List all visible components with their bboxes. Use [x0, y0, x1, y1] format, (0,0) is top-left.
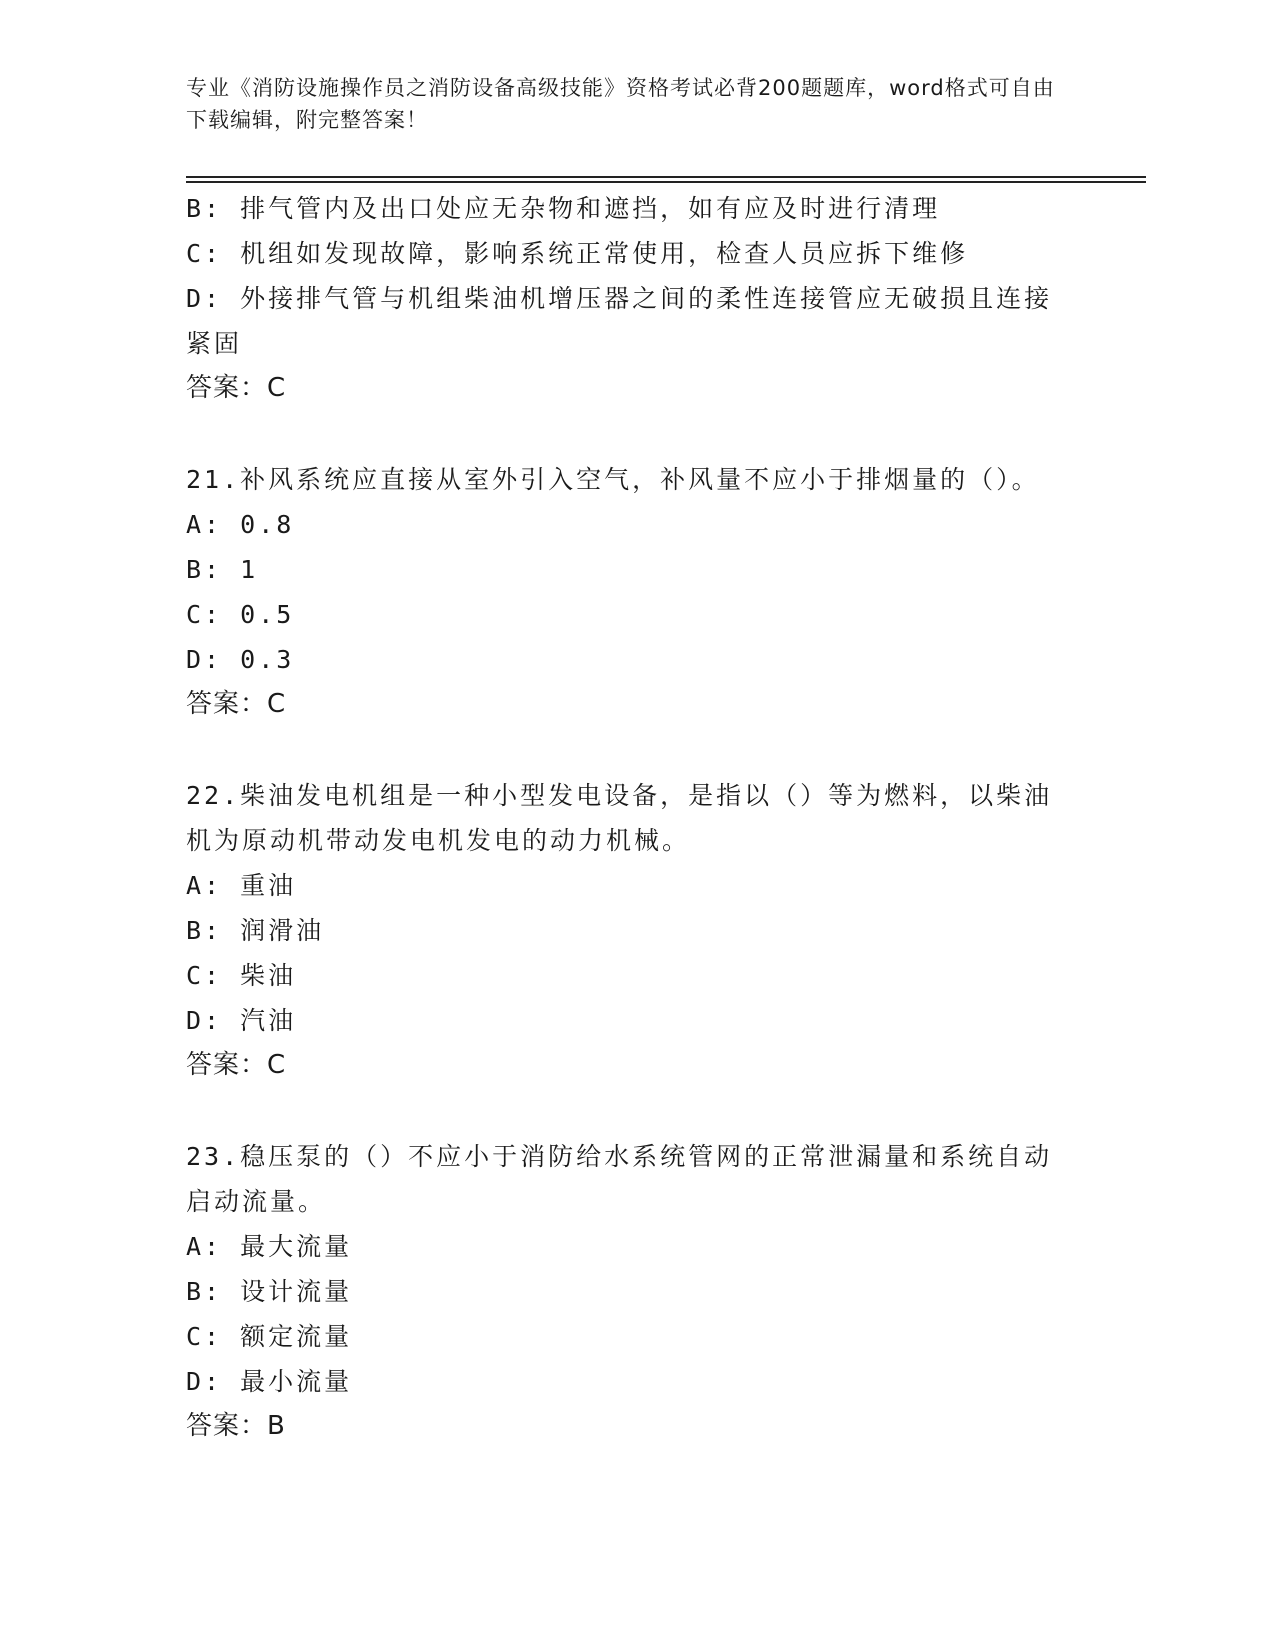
question-text-continued: 启动流量。	[186, 1187, 327, 1216]
question-text: 23.稳压泵的（）不应小于消防给水系统管网的正常泄漏量和系统自动	[186, 1142, 1053, 1171]
answer: 答案：C	[186, 1050, 287, 1080]
question-21-block	[186, 457, 1086, 727]
option-d: D: 汽油	[186, 1006, 297, 1035]
question-23-block	[186, 1134, 1086, 1449]
document-header: 专业《消防设施操作员之消防设备高级技能》资格考试必背200题题库，word格式可自由下载编辑，附完整答案！	[186, 76, 1055, 132]
option-b: B: 设计流量	[186, 1277, 353, 1306]
option-c: C: 柴油	[186, 961, 297, 990]
option-c: C: 机组如发现故障，影响系统正常使用，检查人员应拆下维修	[186, 239, 969, 268]
header-divider-bottom	[186, 181, 1146, 183]
option-b: B: 排气管内及出口处应无杂物和遮挡，如有应及时进行清理	[186, 194, 941, 223]
option-a: A: 0.8	[186, 510, 295, 539]
question-text-continued: 机为原动机带动发电机发电的动力机械。	[186, 826, 691, 855]
question-22-block	[186, 773, 1086, 1088]
option-d: D: 0.3	[186, 645, 295, 674]
question-content	[186, 186, 1086, 1449]
option-c: C: 额定流量	[186, 1322, 353, 1351]
option-c: C: 0.5	[186, 600, 295, 629]
option-d: D: 最小流量	[186, 1367, 353, 1396]
option-a: A: 最大流量	[186, 1232, 353, 1261]
option-a: A: 重油	[186, 871, 297, 900]
answer: 答案：C	[186, 689, 287, 719]
prev-question-block	[186, 186, 1086, 411]
option-b: B: 1	[186, 555, 259, 584]
answer: 答案：C	[186, 373, 287, 403]
option-b: B: 润滑油	[186, 916, 325, 945]
question-text: 22.柴油发电机组是一种小型发电设备，是指以（）等为燃料，以柴油	[186, 781, 1053, 810]
option-d: D: 外接排气管与机组柴油机增压器之间的柔性连接管应无破损且连接	[186, 284, 1053, 313]
question-text: 21.补风系统应直接从室外引入空气，补风量不应小于排烟量的（）。	[186, 465, 1040, 494]
header-divider-top	[186, 176, 1146, 178]
option-d-continued: 紧固	[186, 329, 243, 358]
answer: 答案：B	[186, 1411, 286, 1441]
